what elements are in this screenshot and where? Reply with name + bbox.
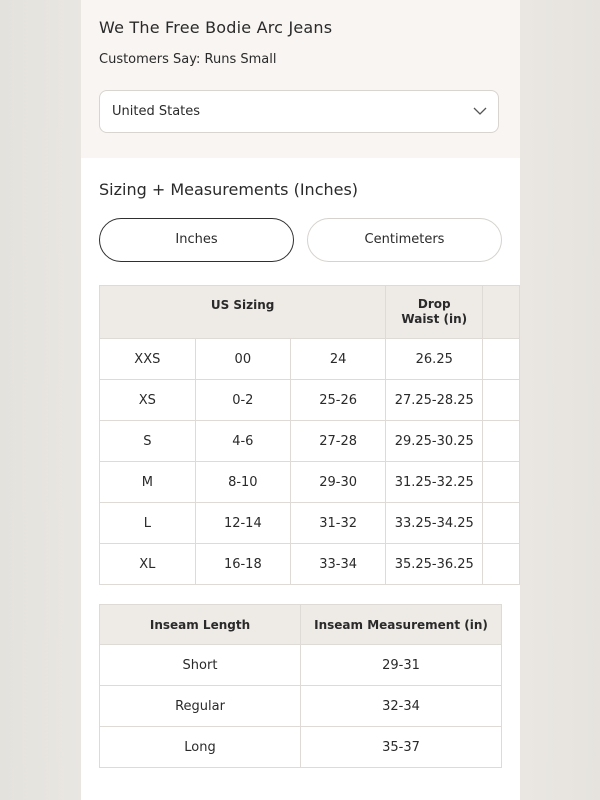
inches-toggle-button[interactable]: Inches xyxy=(99,218,294,262)
table-cell: 31-32 xyxy=(290,503,385,544)
overflow-header-cell xyxy=(483,286,520,339)
table-cell: XXS xyxy=(100,339,196,380)
table-row xyxy=(100,421,520,462)
overflow-cell xyxy=(483,462,520,503)
table-cell: 35-37 xyxy=(301,727,502,768)
table-cell: S xyxy=(100,421,196,462)
inseam-measurement-header: Inseam Measurement (in) xyxy=(301,605,502,645)
centimeters-toggle-button[interactable]: Centimeters xyxy=(307,218,502,262)
table-cell: 29-31 xyxy=(301,645,502,686)
table-cell: 33.25-34.25 xyxy=(386,503,483,544)
overflow-cell xyxy=(483,421,520,462)
table-cell: 25-26 xyxy=(290,380,385,421)
fit-note: Customers Say: Runs Small xyxy=(99,52,277,67)
table-cell: 29.25-30.25 xyxy=(386,421,483,462)
table-row xyxy=(100,339,520,380)
table-header-row xyxy=(100,605,502,645)
overflow-cell xyxy=(483,544,520,585)
table-cell: Regular xyxy=(100,686,301,727)
table-cell: L xyxy=(100,503,196,544)
overflow-cell xyxy=(483,503,520,544)
table-row xyxy=(100,645,502,686)
table-cell: Short xyxy=(100,645,301,686)
table-cell: 29-30 xyxy=(290,462,385,503)
table-cell: M xyxy=(100,462,196,503)
table-cell: 12-14 xyxy=(195,503,290,544)
table-cell: 32-34 xyxy=(301,686,502,727)
table-cell: 31.25-32.25 xyxy=(386,462,483,503)
product-header xyxy=(81,0,520,158)
table-cell: 24 xyxy=(290,339,385,380)
table-cell: 16-18 xyxy=(195,544,290,585)
table-row xyxy=(100,462,520,503)
inseam-length-header: Inseam Length xyxy=(100,605,301,645)
us-sizing-header: US Sizing xyxy=(100,286,386,339)
table-cell: 00 xyxy=(195,339,290,380)
sizing-section-title: Sizing + Measurements (Inches) xyxy=(99,180,359,199)
table-cell: 4-6 xyxy=(195,421,290,462)
table-cell: 33-34 xyxy=(290,544,385,585)
size-chart-table xyxy=(99,285,520,585)
overflow-cell xyxy=(483,339,520,380)
product-title: We The Free Bodie Arc Jeans xyxy=(99,18,333,37)
chevron-down-icon xyxy=(473,106,487,116)
table-cell: 27-28 xyxy=(290,421,385,462)
table-row xyxy=(100,544,520,585)
table-row xyxy=(100,727,502,768)
overflow-cell xyxy=(483,380,520,421)
table-cell: XL xyxy=(100,544,196,585)
table-cell: 27.25-28.25 xyxy=(386,380,483,421)
size-guide-panel xyxy=(81,0,520,800)
inseam-table xyxy=(99,604,502,768)
table-cell: 26.25 xyxy=(386,339,483,380)
table-cell: 0-2 xyxy=(195,380,290,421)
table-cell: 35.25-36.25 xyxy=(386,544,483,585)
table-row xyxy=(100,503,520,544)
country-select[interactable] xyxy=(99,90,499,133)
country-select-value: United States xyxy=(112,104,201,119)
table-row xyxy=(100,686,502,727)
table-cell: XS xyxy=(100,380,196,421)
table-cell: 8-10 xyxy=(195,462,290,503)
table-header-row xyxy=(100,286,520,339)
table-cell: Long xyxy=(100,727,301,768)
table-row xyxy=(100,380,520,421)
drop-waist-header: Drop Waist (in) xyxy=(386,286,483,339)
